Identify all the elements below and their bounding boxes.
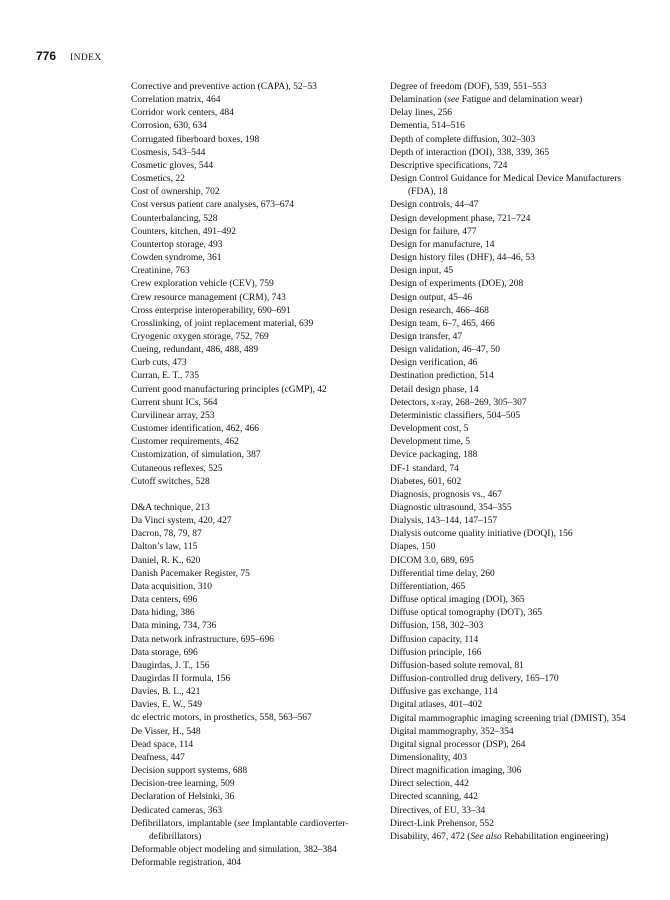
index-entry: Direct-Link Prehensor, 552 bbox=[390, 818, 494, 829]
index-entry: Decision-tree learning, 509 bbox=[131, 779, 235, 790]
index-entry: Design history files (DHF), 44–46, 53 bbox=[390, 253, 535, 264]
index-entry: Diffusion-controlled drug delivery, 165–170 bbox=[390, 674, 559, 685]
index-entry-pre: Defibrillators, implantable ( bbox=[131, 818, 238, 829]
index-entry: Depth of complete diffusion, 302–303 bbox=[390, 134, 536, 145]
index-entry: Digital mammographic imaging screening trial (DMIST), 354 bbox=[390, 713, 626, 724]
index-entry: Dedicated cameras, 363 bbox=[131, 805, 222, 816]
index-entry: Daniel, R. K., 620 bbox=[131, 555, 201, 566]
index-entry: Danish Pacemaker Register, 75 bbox=[131, 568, 250, 579]
index-entry: Current shunt ICs, 564 bbox=[131, 397, 218, 408]
index-entry: Cueing, redundant, 486, 488, 489 bbox=[131, 345, 259, 356]
index-entry: Design Control Guidance for Medical Device Manufacturers (FDA), 18 bbox=[390, 174, 622, 198]
index-entry: Counters, kitchen, 491–492 bbox=[131, 226, 237, 237]
index-entry: Diffuse optical tomography (DOT), 365 bbox=[390, 608, 543, 619]
index-entry: Delay lines, 256 bbox=[390, 108, 453, 119]
index-entry: Customer requirements, 462 bbox=[131, 437, 239, 448]
index-entry: Diagnosis, prognosis vs., 467 bbox=[390, 489, 502, 500]
index-entry: Crew exploration vehicle (CEV), 759 bbox=[131, 279, 274, 290]
index-entry: Cross enterprise interoperability, 690–691 bbox=[131, 305, 291, 316]
index-entry bbox=[390, 831, 646, 844]
index-entry: Digital atlases, 401–402 bbox=[390, 700, 483, 711]
index-entry: Deafness, 447 bbox=[131, 752, 185, 763]
index-entry: Corrosion, 630, 634 bbox=[131, 121, 207, 132]
index-entry: Design team, 6–7, 465, 466 bbox=[390, 318, 495, 329]
index-column-left bbox=[131, 81, 375, 870]
index-entry: Design validation, 46–47, 50 bbox=[390, 345, 501, 356]
index-entry: Detail design phase, 14 bbox=[390, 384, 479, 395]
index-entry: Customer identification, 462, 466 bbox=[131, 424, 259, 435]
index-entry-pre: Disability, 467, 472 ( bbox=[390, 831, 471, 842]
index-entry: Diffusive gas exchange, 114 bbox=[390, 687, 498, 698]
index-entry: Daugirdas, J. T., 156 bbox=[131, 660, 210, 671]
index-entry: D&A technique, 213 bbox=[131, 502, 210, 513]
index-entry bbox=[131, 818, 375, 844]
index-entry: Design verification, 46 bbox=[390, 358, 478, 369]
index-entry: Diagnostic ultrasound, 354–355 bbox=[390, 503, 512, 513]
index-entry: Dacron, 78, 79, 87 bbox=[131, 529, 202, 540]
index-entry: Cost versus patient care analyses, 673–674 bbox=[131, 200, 295, 211]
index-entry: Design for failure, 477 bbox=[390, 226, 477, 237]
index-entry: Correlation matrix, 464 bbox=[131, 95, 221, 106]
index-entry: Dead space, 114 bbox=[131, 739, 194, 750]
index-entry: Current good manufacturing principles (cGMP), 42 bbox=[131, 384, 327, 395]
index-entry: Declaration of Helsinki, 36 bbox=[131, 792, 235, 803]
index-entry: Direct magnification imaging, 306 bbox=[390, 766, 522, 777]
index-entry: Design for manufacture, 14 bbox=[390, 239, 495, 250]
index-entry: Cost of ownership, 702 bbox=[131, 187, 220, 198]
index-entry: Design output, 45–46 bbox=[390, 292, 473, 303]
index-entry: Destination prediction, 514 bbox=[390, 371, 494, 382]
index-entry: Crew resource management (CRM), 743 bbox=[131, 292, 286, 303]
index-entry: Cosmesis, 543–544 bbox=[131, 147, 206, 158]
index-entry: Data acquisition, 310 bbox=[131, 581, 212, 592]
index-entry: Diffusion-based solute removal, 81 bbox=[390, 660, 524, 671]
index-entry: Digital mammography, 352–354 bbox=[390, 726, 514, 737]
index-entry: Decision support systems, 688 bbox=[131, 766, 248, 777]
index-entry: Data hiding, 386 bbox=[131, 608, 195, 619]
page-header bbox=[36, 47, 102, 61]
index-entry: Directed scanning, 442 bbox=[390, 792, 478, 803]
index-entry: Diffusion, 158, 302–303 bbox=[390, 621, 484, 632]
index-entry: Cutaneous reflexes, 525 bbox=[131, 463, 223, 474]
index-entry: Design controls, 44–47 bbox=[390, 200, 479, 211]
index-entry-ital: see bbox=[237, 818, 250, 829]
index-entry: DICOM 3.0, 689, 695 bbox=[390, 555, 474, 566]
index-entry: Diabetes, 601, 602 bbox=[390, 476, 462, 487]
index-entry-post: Implantable cardioverter-defibrillators) bbox=[149, 818, 349, 842]
index-entry: Countertop storage, 493 bbox=[131, 239, 223, 250]
index-entry: Descriptive specifications, 724 bbox=[390, 160, 508, 171]
index-entry: Depth of interaction (DOI), 338, 339, 365 bbox=[390, 147, 550, 158]
index-entry: Development time, 5 bbox=[390, 437, 470, 448]
index-entry: Customization, of simulation, 387 bbox=[131, 450, 261, 461]
index-entry: Differentiation, 465 bbox=[390, 581, 466, 592]
index-entry: Diffusion principle, 166 bbox=[390, 647, 482, 658]
index-entry: Curb cuts, 473 bbox=[131, 358, 187, 369]
index-entry: Diapes, 150 bbox=[390, 542, 436, 553]
index-entry: Cosmetics, 22 bbox=[131, 174, 185, 185]
index-entry: Design transfer, 47 bbox=[390, 331, 463, 342]
index-entry: Detectors, x-ray, 268–269, 305–307 bbox=[390, 397, 527, 408]
index-entry: Deformable registration, 404 bbox=[131, 858, 242, 869]
index-entry: Cryogenic oxygen storage, 752, 769 bbox=[131, 331, 269, 342]
index-entry: Cutoff switches, 528 bbox=[131, 476, 210, 487]
index-entry: Degree of freedom (DOF), 539, 551–553 bbox=[390, 82, 547, 92]
index-entry: Davies, E. W., 549 bbox=[131, 700, 202, 711]
index-entry: Deterministic classifiers, 504–505 bbox=[390, 410, 521, 421]
index-entry: Diffusion capacity, 114 bbox=[390, 634, 479, 645]
index-entry: Corrugated fiberboard boxes, 198 bbox=[131, 134, 260, 145]
index-entry: Data storage, 696 bbox=[131, 647, 198, 658]
index-entry-post: Rehabilitation engineering) bbox=[501, 831, 609, 842]
index-entry: Digital signal processor (DSP), 264 bbox=[390, 739, 526, 750]
index-entry: Dialysis, 143–144, 147–157 bbox=[390, 516, 498, 527]
index-entry: Dalton’s law, 115 bbox=[131, 542, 198, 553]
index-entry: Design development phase, 721–724 bbox=[390, 213, 531, 224]
index-entry: Design research, 466–468 bbox=[390, 305, 489, 316]
index-entry: Data mining, 734, 736 bbox=[131, 621, 217, 632]
index-entry: Creatinine, 763 bbox=[131, 266, 190, 277]
index-entry: Directives, of EU, 33–34 bbox=[390, 805, 486, 816]
index-entry-post: Fatigue and delamination wear) bbox=[459, 95, 583, 106]
index-entry: dc electric motors, in prosthetics, 558, 563–567 bbox=[131, 713, 312, 724]
index-entry: Data centers, 696 bbox=[131, 595, 198, 606]
index-entry: Corrective and preventive action (CAPA), 52–53 bbox=[131, 82, 317, 92]
index-entry: Device packaging, 188 bbox=[390, 450, 478, 461]
index-entry: Da Vinci system, 420, 427 bbox=[131, 516, 232, 527]
index-entry: Design of experiments (DOE), 208 bbox=[390, 279, 524, 290]
index-entry-ital: see bbox=[447, 95, 460, 106]
index-entry: Cosmetic gloves, 544 bbox=[131, 160, 214, 171]
index-entry: Deformable object modeling and simulation, 382–384 bbox=[131, 845, 337, 856]
page-number: 776 bbox=[36, 49, 57, 63]
index-entry: Counterbalancing, 528 bbox=[131, 213, 218, 224]
index-entry: Data network infrastructure, 695–696 bbox=[131, 634, 274, 645]
index-entry: Crosslinking, of joint replacement material, 639 bbox=[131, 318, 314, 329]
index-entry-ital: See also bbox=[470, 831, 502, 842]
index-entry: Dialysis outcome quality initiative (DOQI), 156 bbox=[390, 529, 573, 540]
index-entry: Curran, E. T., 735 bbox=[131, 371, 199, 382]
index-entry: Dementia, 514–516 bbox=[390, 121, 465, 132]
running-head: INDEX bbox=[70, 53, 102, 63]
index-entry: Curvilinear array, 253 bbox=[131, 410, 215, 421]
index-entry: Davies, B. L., 421 bbox=[131, 687, 201, 698]
index-entry: De Visser, H., 548 bbox=[131, 726, 201, 737]
index-entry: Diffuse optical imaging (DOI), 365 bbox=[390, 595, 525, 606]
index-column-right bbox=[390, 81, 646, 844]
index-entry-pre: Delamination ( bbox=[390, 95, 448, 106]
index-entry: Daugirdas II formula, 156 bbox=[131, 674, 231, 685]
index-entry: Differential time delay, 260 bbox=[390, 568, 495, 579]
index-entry bbox=[390, 94, 646, 107]
index-entry: Development cost, 5 bbox=[390, 424, 469, 435]
index-entry: Corridor work centers, 484 bbox=[131, 108, 234, 119]
index-entry: DF-1 standard, 74 bbox=[390, 463, 459, 474]
index-entry: Design input, 45 bbox=[390, 266, 454, 277]
section-gap bbox=[131, 489, 375, 502]
index-entry: Dimensionality, 403 bbox=[390, 752, 467, 763]
index-entry: Cowden syndrome, 361 bbox=[131, 253, 222, 264]
index-entry: Direct selection, 442 bbox=[390, 779, 469, 790]
